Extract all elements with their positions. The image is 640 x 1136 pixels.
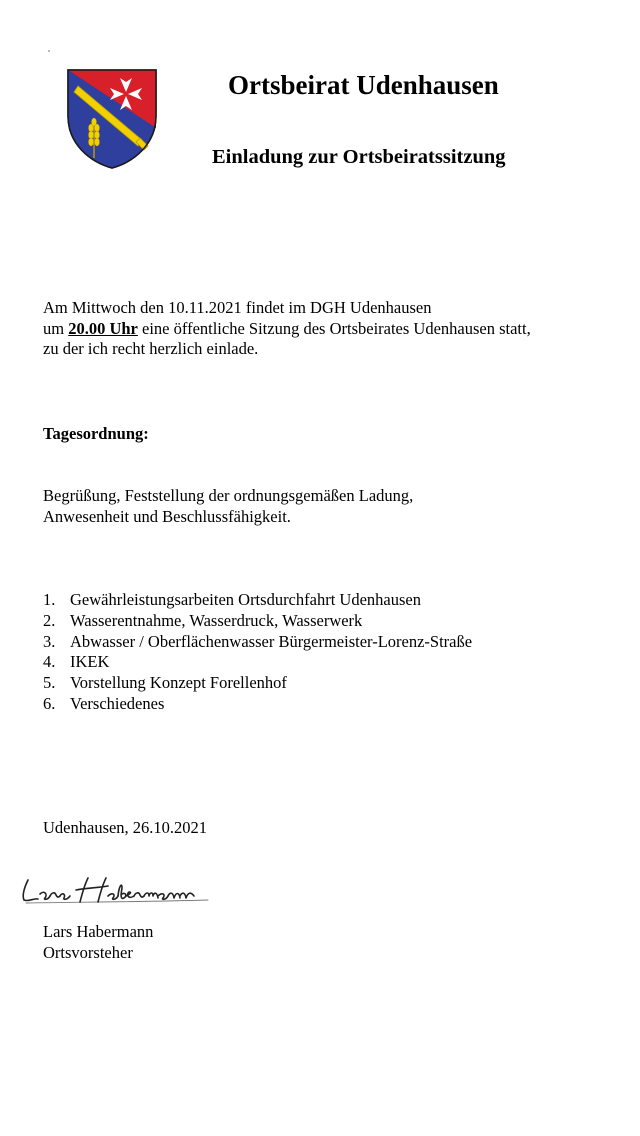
agenda-item xyxy=(43,632,472,653)
agenda-item-number: 1. xyxy=(43,590,56,609)
coat-of-arms-icon xyxy=(64,66,160,170)
intro-line-2-suffix: eine öffentliche Sitzung des Ortsbeirates Udenhausen statt, xyxy=(137,318,531,338)
agenda-item xyxy=(43,652,472,673)
agenda-list xyxy=(43,590,472,715)
agenda-item-number: 3. xyxy=(43,631,56,651)
intro-line-3: zu der ich recht herzlich einlade. xyxy=(43,339,259,358)
welcome-paragraph xyxy=(43,486,413,527)
scan-artifact xyxy=(48,50,50,52)
agenda-item xyxy=(43,611,472,632)
signer-role: Ortsvorsteher xyxy=(43,942,133,962)
agenda-item-text: Gewährleistungsarbeiten Ortsdurchfahrt Udenhausen xyxy=(70,590,421,609)
agenda-item-number: 2. xyxy=(43,610,56,630)
signer-block xyxy=(43,922,153,963)
agenda-item-text: Wasserentnahme, Wasserdruck, Wasserwerk xyxy=(70,610,363,630)
welcome-line-1: Begrüßung, Feststellung der ordnungsgemäßen Ladung, xyxy=(43,486,414,505)
intro-line-2 xyxy=(43,319,531,340)
agenda-item-text: Abwasser / Oberflächenwasser Bürgermeister-Lorenz-Straße xyxy=(70,631,473,651)
agenda-item-text: Vorstellung Konzept Forellenhof xyxy=(70,673,287,693)
handwritten-signature xyxy=(18,872,218,908)
page-title: Ortsbeirat Udenhausen xyxy=(228,70,499,100)
agenda-item xyxy=(43,694,472,715)
agenda-item xyxy=(43,673,472,694)
intro-line-2-prefix: um xyxy=(43,318,69,338)
welcome-line-2: Anwesenheit und Beschlussfähigkeit. xyxy=(43,506,291,526)
agenda-item-number: 5. xyxy=(43,673,56,693)
agenda-item xyxy=(43,590,472,611)
signer-name: Lars Habermann xyxy=(43,922,154,941)
intro-line-1: Am Mittwoch den 10.11.2021 findet im DGH Udenhausen xyxy=(43,298,432,317)
agenda-item-text: IKEK xyxy=(70,652,110,672)
meeting-time: 20.00 Uhr xyxy=(68,318,138,338)
page-subtitle: Einladung zur Ortsbeiratssitzung xyxy=(212,146,506,168)
intro-paragraph xyxy=(43,298,531,360)
agenda-item-text: Verschiedenes xyxy=(70,693,165,713)
agenda-item-number: 6. xyxy=(43,693,56,713)
place-date: Udenhausen, 26.10.2021 xyxy=(43,818,208,837)
agenda-heading: Tagesordnung: xyxy=(43,424,149,443)
agenda-item-number: 4. xyxy=(43,652,56,672)
